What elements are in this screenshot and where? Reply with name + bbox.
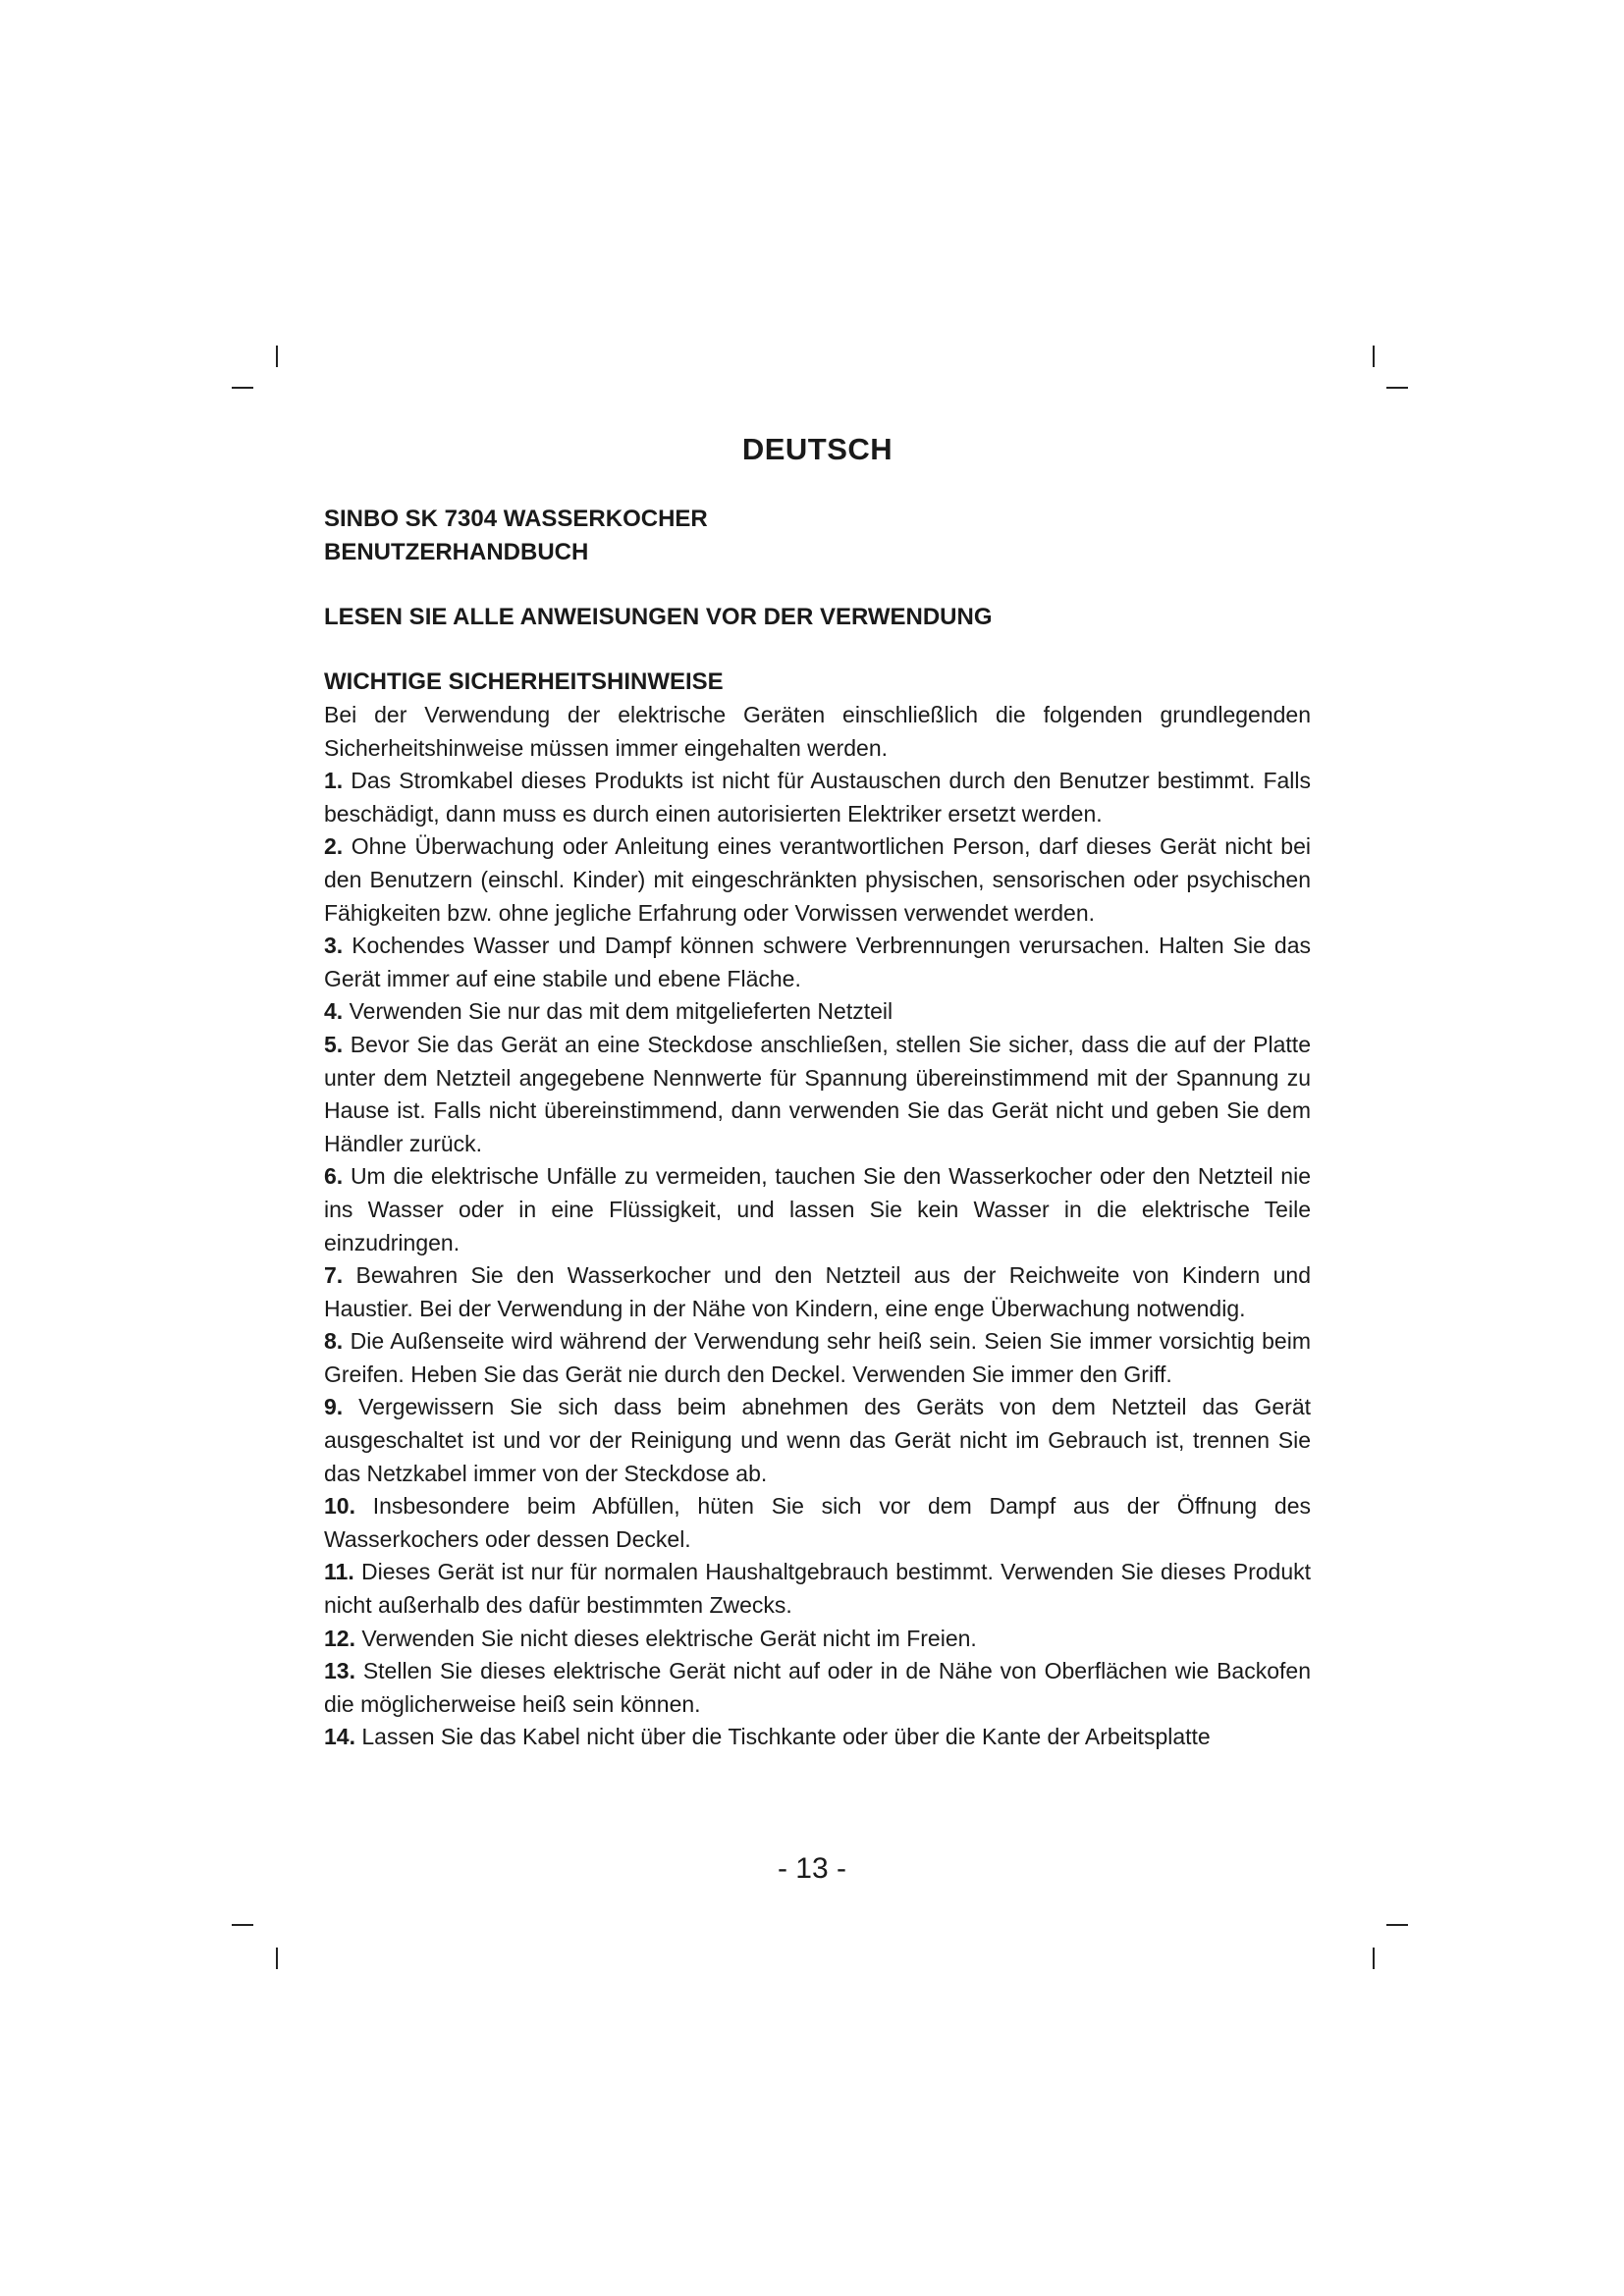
item-text: Ohne Überwachung oder Anleitung eines verantwortlichen Person, darf dieses Gerät nicht bei den Benutzern (einschl. Kinder) mit eingeschränkten physischen, sensorischen oder psychischen Fähigkeiten bzw. ohne jegliche Erfahrung oder Vorwissen verwendet werden. <box>324 833 1312 926</box>
crop-mark-bottom-right-vertical <box>1373 1948 1375 1969</box>
safety-item <box>324 1259 1311 1325</box>
item-text: Dieses Gerät ist nur für normalen Haushaltgebrauch bestimmt. Verwenden Sie dieses Produkt nicht außerhalb des dafür bestimmten Zwecks. <box>324 1559 1311 1619</box>
page-number: - 13 - <box>777 1852 847 1885</box>
item-text: Um die elektrische Unfälle zu vermeiden, tauchen Sie den Wasserkocher oder den Netzteil nie ins Wasser oder in eine Flüssigkeit, und lassen Sie kein Wasser in die elektrische Teile einzudringen. <box>324 1163 1311 1255</box>
safety-intro: Bei der Verwendung der elektrische Geräten einschließlich die folgenden grundlegenden Sicherheitshinweise müssen immer eingehalten werden. <box>324 702 1311 761</box>
crop-mark-bottom-left-vertical <box>276 1948 278 1969</box>
safety-item <box>324 930 1311 995</box>
safety-item <box>324 1391 1311 1490</box>
item-number: 9. <box>324 1394 344 1420</box>
crop-mark-bottom-right-horizontal <box>1386 1924 1408 1926</box>
item-number: 12. <box>324 1625 355 1651</box>
safety-item <box>324 1623 1311 1656</box>
item-number: 1. <box>324 768 344 794</box>
safety-item <box>324 1556 1311 1622</box>
item-text: Bevor Sie das Gerät an eine Steckdose anschließen, stellen Sie sicher, dass die auf der Platte unter dem Netzteil angegebene Nennwerte für Spannung übereinstimmend mit der Spannung zu Hause ist. Falls nicht übereinstimmend, dann verwenden Sie das Gerät nicht und geben Sie dem Händler zurück. <box>324 1031 1311 1156</box>
safety-item <box>324 830 1311 930</box>
item-text: Das Stromkabel dieses Produkts ist nicht für Austauschen durch den Benutzer bestimmt. Falls beschädigt, dann muss es durch einen autorisierten Elektriker ersetzt werden. <box>324 768 1311 827</box>
item-text: Kochendes Wasser und Dampf können schwere Verbrennungen verursachen. Halten Sie das Gerät immer auf eine stabile und ebene Fläche. <box>324 933 1311 991</box>
item-text: Verwenden Sie nur das mit dem mitgelieferten Netzteil <box>349 998 893 1025</box>
item-number: 7. <box>324 1262 344 1289</box>
item-text: Stellen Sie dieses elektrische Gerät nicht auf oder in de Nähe von Oberflächen wie Backofen die möglicherweise heiß sein können. <box>324 1658 1311 1717</box>
safety-heading: WICHTIGE SICHERHEITSHINWEISE <box>324 668 724 695</box>
crop-mark-top-right-vertical <box>1373 346 1375 367</box>
safety-item <box>324 1655 1311 1721</box>
item-text: Lassen Sie das Kabel nicht über die Tischkante oder über die Kante der Arbeitsplatte <box>361 1724 1211 1750</box>
manual-title: BENUTZERHANDBUCH <box>324 539 589 565</box>
item-number: 2. <box>324 833 344 860</box>
item-number: 3. <box>324 933 344 959</box>
item-number: 10. <box>324 1493 355 1520</box>
safety-item <box>324 1490 1311 1556</box>
page-content <box>324 432 1311 1754</box>
product-title: SINBO SK 7304 WASSERKOCHER <box>324 506 708 532</box>
item-number: 14. <box>324 1724 355 1750</box>
item-number: 4. <box>324 998 344 1025</box>
item-number: 6. <box>324 1163 344 1190</box>
crop-mark-top-left-horizontal <box>232 387 253 389</box>
item-number: 11. <box>324 1559 354 1585</box>
item-number: 8. <box>324 1328 344 1355</box>
crop-mark-bottom-left-horizontal <box>232 1924 253 1926</box>
item-text: Verwenden Sie nicht dieses elektrische Gerät nicht im Freien. <box>361 1625 977 1651</box>
item-text: Vergewissern Sie sich dass beim abnehmen des Geräts von dem Netzteil das Gerät ausgeschaltet ist und vor der Reinigung und wenn das Gerät nicht im Gebrauch ist, trennen Sie das Netzkabel immer von der Steckdose ab. <box>324 1394 1312 1486</box>
item-number: 13. <box>324 1658 355 1684</box>
safety-item <box>324 995 1311 1029</box>
safety-item <box>324 1029 1311 1160</box>
safety-item <box>324 1325 1311 1391</box>
item-text: Die Außenseite wird während der Verwendung sehr heiß sein. Seien Sie immer vorsichtig beim Greifen. Heben Sie das Gerät nie durch den Deckel. Verwenden Sie immer den Griff. <box>324 1328 1311 1387</box>
safety-item <box>324 1721 1311 1754</box>
item-number: 5. <box>324 1031 344 1057</box>
language-title: DEUTSCH <box>741 432 893 466</box>
crop-mark-top-left-vertical <box>276 346 278 367</box>
read-instructions-heading: LESEN SIE ALLE ANWEISUNGEN VOR DER VERWENDUNG <box>324 604 993 630</box>
item-text: Insbesondere beim Abfüllen, hüten Sie sich vor dem Dampf aus der Öffnung des Wasserkochers oder dessen Deckel. <box>324 1493 1312 1552</box>
crop-mark-top-right-horizontal <box>1386 387 1408 389</box>
safety-item <box>324 765 1311 830</box>
safety-item <box>324 1160 1311 1259</box>
item-text: Bewahren Sie den Wasserkocher und den Netzteil aus der Reichweite von Kindern und Haustier. Bei der Verwendung in der Nähe von Kindern, eine enge Überwachung notwendig. <box>324 1262 1312 1321</box>
